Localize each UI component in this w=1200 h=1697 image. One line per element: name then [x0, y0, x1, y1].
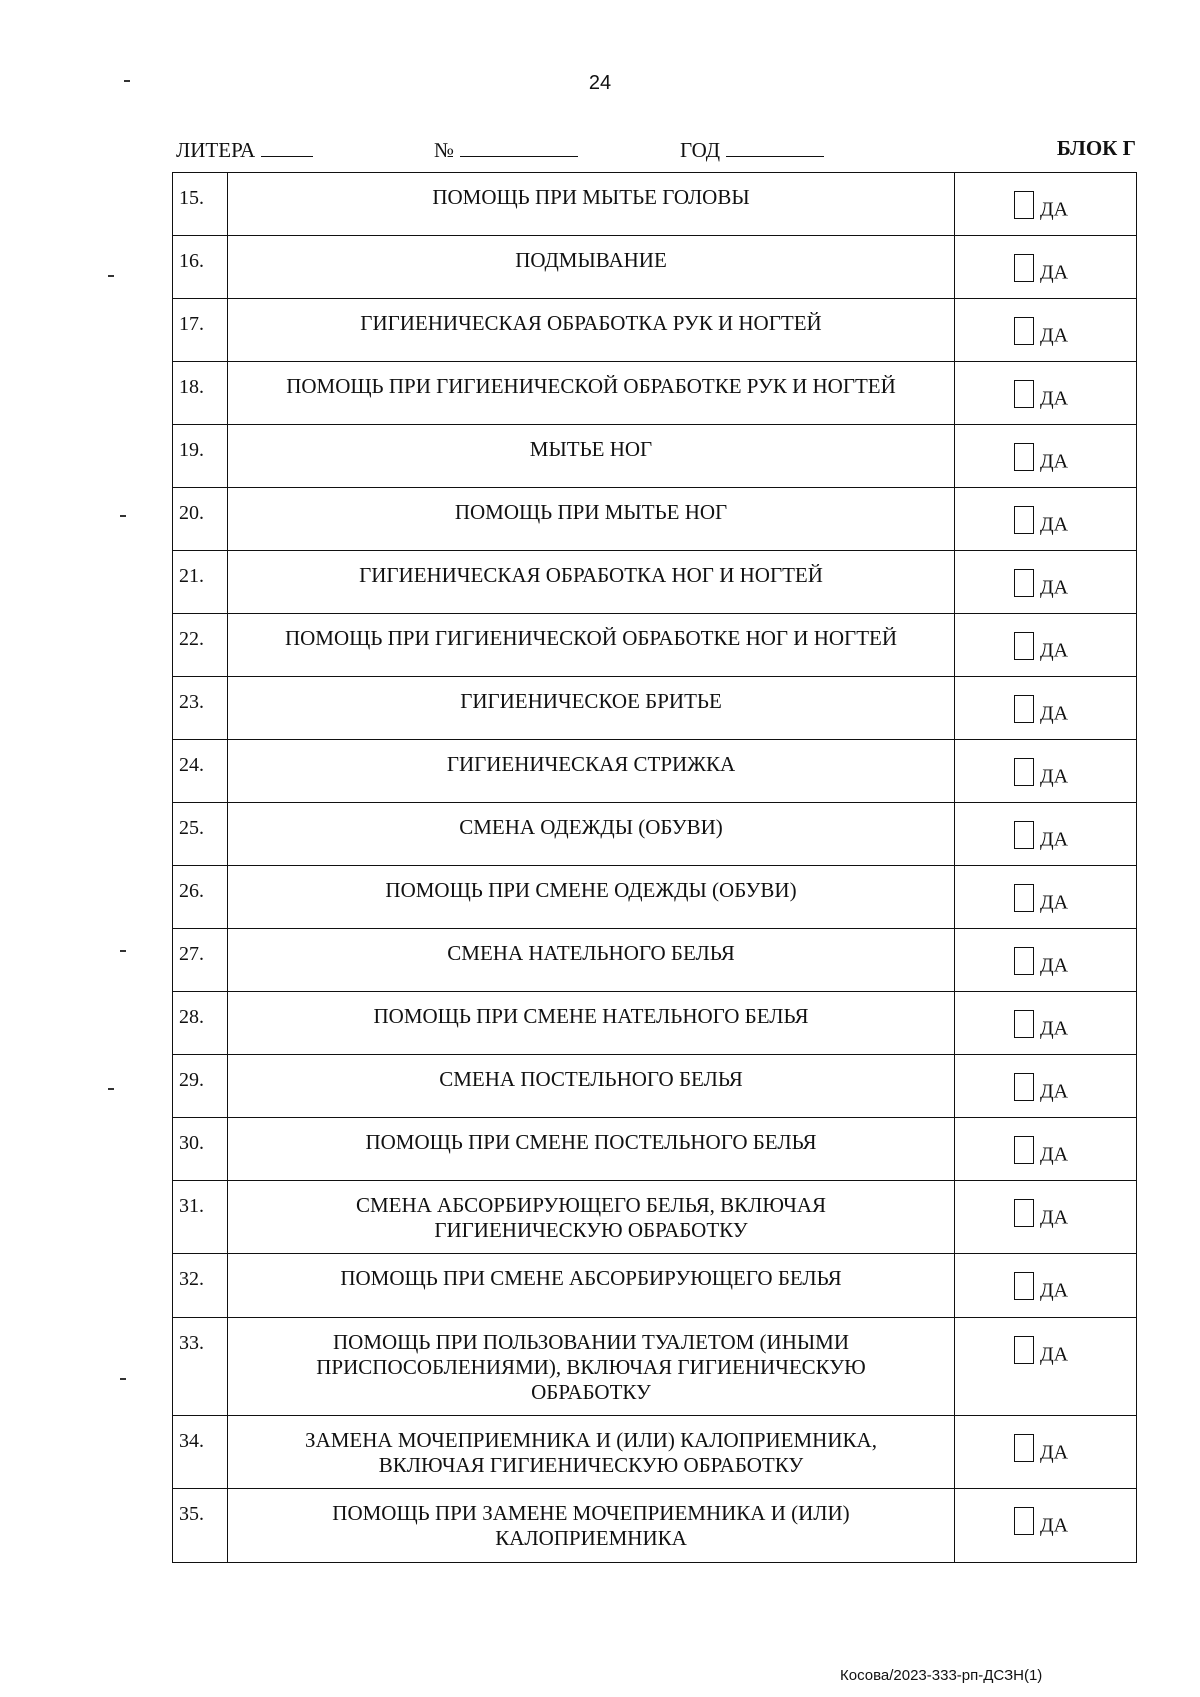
page-number: 24 [588, 72, 612, 94]
table-row [173, 362, 1137, 425]
scan-speck [108, 275, 114, 277]
checkbox-icon[interactable] [1014, 821, 1034, 849]
row-number: 22. [173, 614, 228, 677]
row-description: ПОДМЫВАНИЕ [228, 236, 955, 299]
checkbox-icon[interactable] [1014, 569, 1034, 597]
row-description: ГИГИЕНИЧЕСКАЯ ОБРАБОТКА НОГ И НОГТЕЙ [228, 551, 955, 614]
checkbox-icon[interactable] [1014, 1199, 1034, 1227]
table-row [173, 740, 1137, 803]
yes-label: ДА [1040, 513, 1069, 536]
yes-checkbox-cell[interactable] [955, 1318, 1137, 1416]
yes-label: ДА [1040, 1143, 1069, 1166]
row-description: ПОМОЩЬ ПРИ МЫТЬЕ ГОЛОВЫ [228, 173, 955, 236]
row-number: 33. [173, 1318, 228, 1416]
litera-label: ЛИТЕРА [176, 138, 256, 162]
row-description: ЗАМЕНА МОЧЕПРИЕМНИКА И (ИЛИ) КАЛОПРИЕМНИКА, ВКЛЮЧАЯ ГИГИЕНИЧЕСКУЮ ОБРАБОТКУ [228, 1416, 955, 1489]
row-number: 29. [173, 1055, 228, 1118]
yes-label: ДА [1040, 1441, 1069, 1464]
checkbox-icon[interactable] [1014, 632, 1034, 660]
checkbox-icon[interactable] [1014, 380, 1034, 408]
row-number: 30. [173, 1118, 228, 1181]
table-row [173, 1489, 1137, 1563]
row-description: ПОМОЩЬ ПРИ МЫТЬЕ НОГ [228, 488, 955, 551]
row-description: СМЕНА ОДЕЖДЫ (ОБУВИ) [228, 803, 955, 866]
row-number: 17. [173, 299, 228, 362]
yes-label: ДА [1040, 324, 1069, 347]
yes-checkbox-cell[interactable] [955, 803, 1137, 866]
scan-speck [124, 80, 130, 82]
yes-label: ДА [1040, 261, 1069, 284]
table-row [173, 677, 1137, 740]
yes-checkbox-cell[interactable] [955, 299, 1137, 362]
table-row [173, 803, 1137, 866]
table-row [173, 236, 1137, 299]
yes-label: ДА [1040, 702, 1069, 725]
checkbox-icon[interactable] [1014, 1010, 1034, 1038]
yes-checkbox-cell[interactable] [955, 425, 1137, 488]
row-number: 24. [173, 740, 228, 803]
table-row [173, 929, 1137, 992]
yes-checkbox-cell[interactable] [955, 362, 1137, 425]
year-field [680, 136, 824, 163]
checkbox-icon[interactable] [1014, 758, 1034, 786]
table-row [173, 299, 1137, 362]
row-description: СМЕНА НАТЕЛЬНОГО БЕЛЬЯ [228, 929, 955, 992]
table-row [173, 551, 1137, 614]
block-label: БЛОК Г [1056, 136, 1136, 160]
checkbox-icon[interactable] [1014, 317, 1034, 345]
checkbox-icon[interactable] [1014, 1272, 1034, 1300]
yes-checkbox-cell[interactable] [955, 488, 1137, 551]
scan-speck [120, 1378, 126, 1380]
yes-checkbox-cell[interactable] [955, 740, 1137, 803]
yes-label: ДА [1040, 765, 1069, 788]
table-row [173, 1254, 1137, 1318]
yes-label: ДА [1040, 1017, 1069, 1040]
yes-checkbox-cell[interactable] [955, 866, 1137, 929]
row-number: 35. [173, 1489, 228, 1563]
row-description: ПОМОЩЬ ПРИ ГИГИЕНИЧЕСКОЙ ОБРАБОТКЕ НОГ И НОГТЕЙ [228, 614, 955, 677]
yes-checkbox-cell[interactable] [955, 1181, 1137, 1254]
row-description: ПОМОЩЬ ПРИ СМЕНЕ ОДЕЖДЫ (ОБУВИ) [228, 866, 955, 929]
table-row [173, 866, 1137, 929]
row-number: 26. [173, 866, 228, 929]
table-row [173, 992, 1137, 1055]
table-row [173, 1416, 1137, 1489]
yes-checkbox-cell[interactable] [955, 1416, 1137, 1489]
yes-checkbox-cell[interactable] [955, 1489, 1137, 1563]
row-description: СМЕНА ПОСТЕЛЬНОГО БЕЛЬЯ [228, 1055, 955, 1118]
yes-label: ДА [1040, 198, 1069, 221]
row-number: 21. [173, 551, 228, 614]
table-row [173, 425, 1137, 488]
checkbox-icon[interactable] [1014, 1136, 1034, 1164]
yes-label: ДА [1040, 1206, 1069, 1229]
yes-label: ДА [1040, 891, 1069, 914]
table-row [173, 614, 1137, 677]
yes-label: ДА [1040, 1279, 1069, 1302]
row-description: ПОМОЩЬ ПРИ СМЕНЕ НАТЕЛЬНОГО БЕЛЬЯ [228, 992, 955, 1055]
yes-label: ДА [1040, 1514, 1069, 1537]
row-description: ПОМОЩЬ ПРИ ГИГИЕНИЧЕСКОЙ ОБРАБОТКЕ РУК И НОГТЕЙ [228, 362, 955, 425]
yes-checkbox-cell[interactable] [955, 677, 1137, 740]
yes-checkbox-cell[interactable] [955, 236, 1137, 299]
checkbox-icon[interactable] [1014, 695, 1034, 723]
table-row [173, 1055, 1137, 1118]
scan-speck [120, 950, 126, 952]
checkbox-icon[interactable] [1014, 443, 1034, 471]
scan-speck [120, 515, 126, 517]
checkbox-icon[interactable] [1014, 1073, 1034, 1101]
row-description: СМЕНА АБСОРБИРУЮЩЕГО БЕЛЬЯ, ВКЛЮЧАЯ ГИГИЕНИЧЕСКУЮ ОБРАБОТКУ [228, 1181, 955, 1254]
yes-checkbox-cell[interactable] [955, 929, 1137, 992]
table-row [173, 1118, 1137, 1181]
checkbox-icon[interactable] [1014, 884, 1034, 912]
yes-checkbox-cell[interactable] [955, 992, 1137, 1055]
yes-label: ДА [1040, 576, 1069, 599]
number-label: № [434, 138, 455, 162]
row-description: ГИГИЕНИЧЕСКАЯ ОБРАБОТКА РУК И НОГТЕЙ [228, 299, 955, 362]
yes-checkbox-cell[interactable] [955, 1055, 1137, 1118]
yes-label: ДА [1040, 828, 1069, 851]
row-number: 20. [173, 488, 228, 551]
litera-field [176, 136, 313, 163]
checkbox-icon[interactable] [1014, 1336, 1034, 1364]
row-description: ПОМОЩЬ ПРИ СМЕНЕ ПОСТЕЛЬНОГО БЕЛЬЯ [228, 1118, 955, 1181]
yes-label: ДА [1040, 954, 1069, 977]
row-description: ПОМОЩЬ ПРИ СМЕНЕ АБСОРБИРУЮЩЕГО БЕЛЬЯ [228, 1254, 955, 1318]
row-description: ПОМОЩЬ ПРИ ЗАМЕНЕ МОЧЕПРИЕМНИКА И (ИЛИ) КАЛОПРИЕМНИКА [228, 1489, 955, 1563]
yes-label: ДА [1040, 450, 1069, 473]
row-number: 25. [173, 803, 228, 866]
yes-checkbox-cell[interactable] [955, 614, 1137, 677]
row-number: 27. [173, 929, 228, 992]
scan-speck [108, 1088, 114, 1090]
year-label: ГОД [680, 138, 721, 162]
checkbox-icon[interactable] [1014, 254, 1034, 282]
row-number: 18. [173, 362, 228, 425]
row-number: 23. [173, 677, 228, 740]
year-blank[interactable] [726, 136, 824, 157]
row-description: ГИГИЕНИЧЕСКОЕ БРИТЬЕ [228, 677, 955, 740]
row-number: 32. [173, 1254, 228, 1318]
yes-checkbox-cell[interactable] [955, 173, 1137, 236]
yes-checkbox-cell[interactable] [955, 551, 1137, 614]
row-number: 34. [173, 1416, 228, 1489]
checkbox-icon[interactable] [1014, 1434, 1034, 1462]
yes-label: ДА [1040, 1343, 1069, 1366]
yes-label: ДА [1040, 1080, 1069, 1103]
number-blank[interactable] [460, 136, 578, 157]
row-description: ПОМОЩЬ ПРИ ПОЛЬЗОВАНИИ ТУАЛЕТОМ (ИНЫМИ ПРИСПОСОБЛЕНИЯМИ), ВКЛЮЧАЯ ГИГИЕНИЧЕСКУЮ ОБРАБОТКУ [228, 1318, 955, 1416]
row-number: 16. [173, 236, 228, 299]
document-code: Косова/2023-333-рп-ДСЗН(1) [840, 1667, 1043, 1684]
row-number: 15. [173, 173, 228, 236]
row-number: 31. [173, 1181, 228, 1254]
number-field [434, 136, 578, 163]
table-row [173, 1318, 1137, 1416]
table-row [173, 488, 1137, 551]
services-table [172, 172, 1137, 1563]
yes-label: ДА [1040, 639, 1069, 662]
form-header [176, 136, 1136, 166]
checkbox-icon[interactable] [1014, 947, 1034, 975]
table-row [173, 1181, 1137, 1254]
row-number: 28. [173, 992, 228, 1055]
checkbox-icon[interactable] [1014, 191, 1034, 219]
yes-checkbox-cell[interactable] [955, 1254, 1137, 1318]
litera-blank[interactable] [261, 136, 313, 157]
yes-label: ДА [1040, 387, 1069, 410]
checkbox-icon[interactable] [1014, 506, 1034, 534]
yes-checkbox-cell[interactable] [955, 1118, 1137, 1181]
row-description: ГИГИЕНИЧЕСКАЯ СТРИЖКА [228, 740, 955, 803]
row-number: 19. [173, 425, 228, 488]
table-row [173, 173, 1137, 236]
checkbox-icon[interactable] [1014, 1507, 1034, 1535]
row-description: МЫТЬЕ НОГ [228, 425, 955, 488]
